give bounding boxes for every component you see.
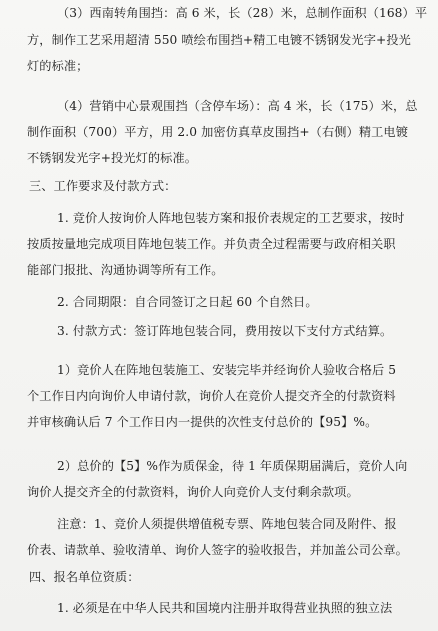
text-line: 方，制作工艺采用超清 550 喷绘布围挡+精工电镀不锈钢发光字+投光	[27, 33, 411, 47]
text-line: 1. 竞价人按询价人阵地包装方案和报价表规定的工艺要求，按时	[57, 211, 405, 225]
text-line: 能部门报批、沟通协调等所有工作。	[27, 263, 224, 277]
text-line: （3）西南转角围挡：高 6 米，长（28）米，总制作面积（168）平	[57, 6, 428, 20]
text-line: 询价人提交齐全的付款资料，询价人向竞价人支付剩余款项。	[27, 485, 359, 499]
text-line: 个工作日内向询价人申请付款，询价人在竞价人提交齐全的付款资料	[27, 389, 396, 403]
note-line: 注意：1、竞价人须提供增值税专票、阵地包装合同及附件、报	[57, 517, 397, 531]
text-line: 2）总价的【5】%作为质保金，待 1 年质保期届满后，竞价人向	[57, 459, 408, 473]
text-line: （4）营销中心景观围挡（含停车场）：高 4 米，长（175）米，总	[57, 99, 418, 113]
text-line: 1. 必须是在中华人民共和国境内注册并取得营业执照的独立法	[57, 601, 393, 615]
text-line: 2. 合同期限：自合同签订之日起 60 个自然日。	[57, 295, 318, 309]
text-line: 灯的标准；	[27, 59, 89, 73]
text-line: 按质按量地完成项目阵地包装工作。并负责全过程需要与政府相关职	[27, 237, 396, 251]
section-heading: 三、工作要求及付款方式：	[29, 179, 177, 193]
text-line: 3. 付款方式：签订阵地包装合同，费用按以下支付方式结算。	[57, 324, 393, 338]
section-heading: 四、报名单位资质：	[29, 570, 140, 584]
text-line: 并审核确认后 7 个工作日内一提供的次性支付总价的【95】%。	[27, 415, 378, 429]
text-line: 1）竞价人在阵地包装施工、安装完毕并经询价人验收合格后 5	[57, 363, 397, 377]
note-line: 价表、请款单、验收清单、询价人签字的验收报告，并加盖公司公章。	[27, 543, 408, 557]
text-line: 不锈钢发光字+投光灯的标准。	[27, 151, 198, 165]
text-line: 制作面积（700）平方，用 2.0 加密仿真草皮围挡+（右侧）精工电镀	[27, 125, 408, 139]
